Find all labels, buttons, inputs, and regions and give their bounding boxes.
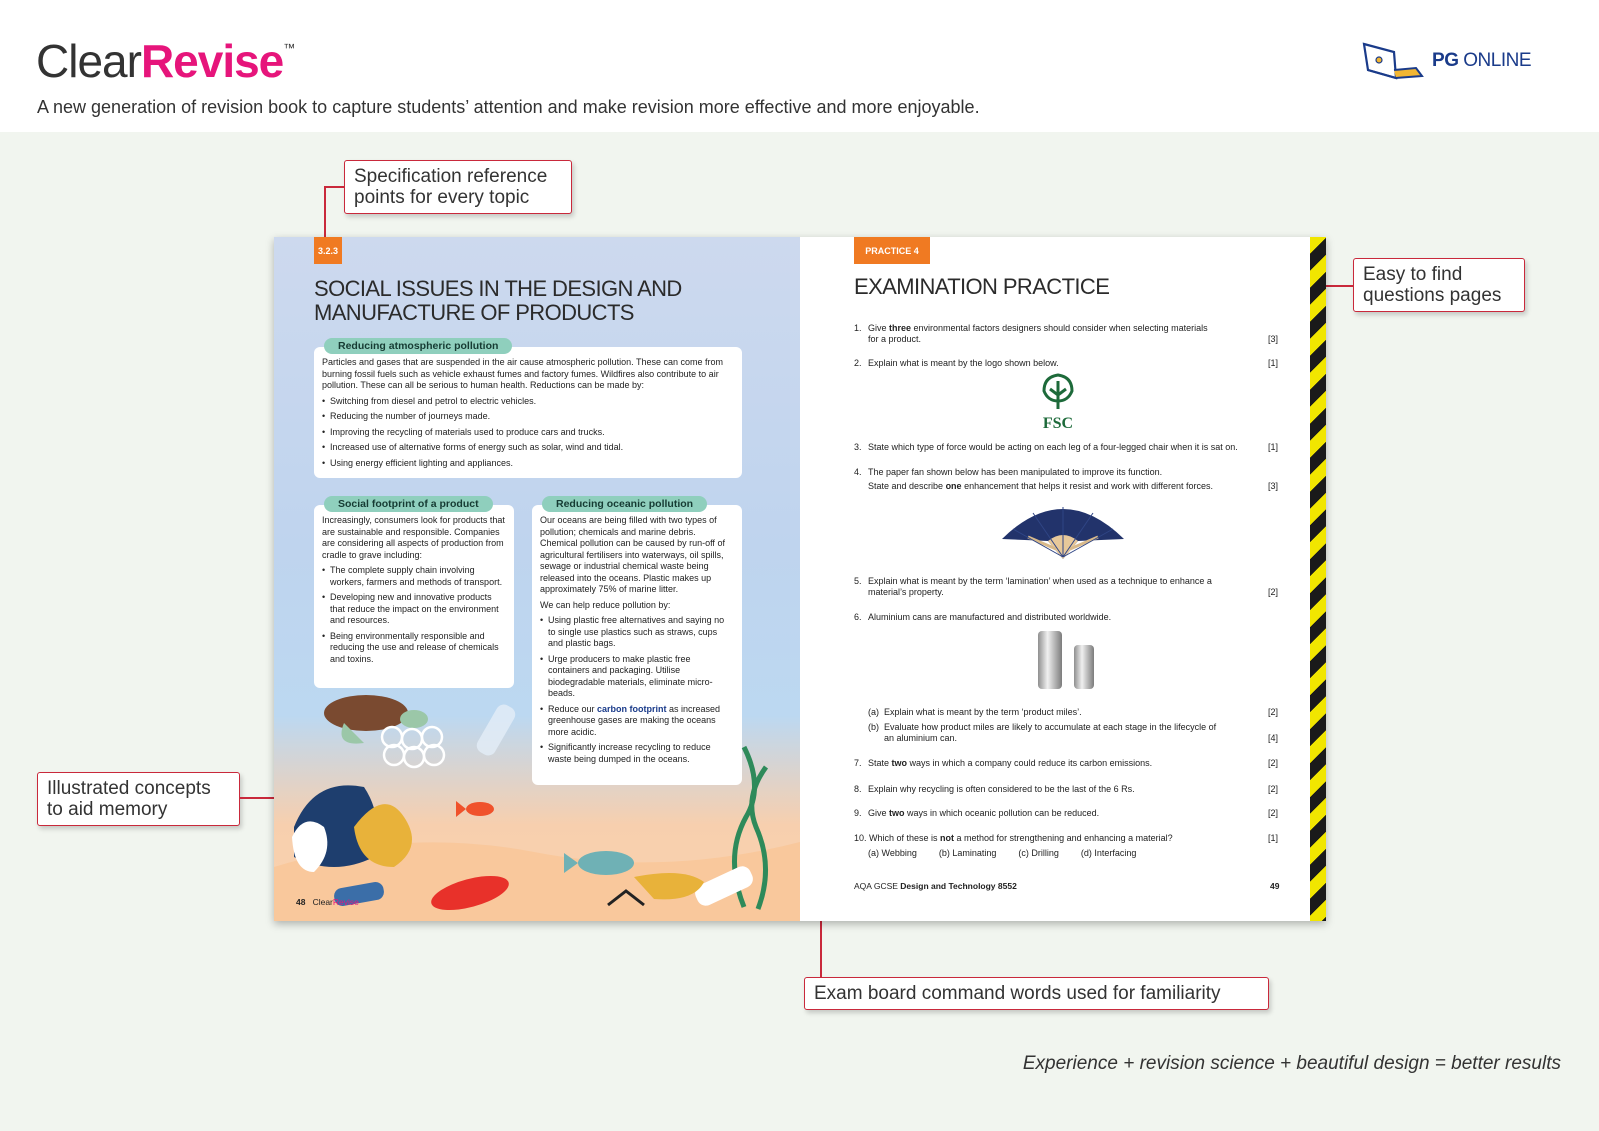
connector-line — [324, 186, 345, 188]
social-footprint-box: Increasingly, consumers look for products that are sustainable and responsible. Companies are considering all aspects of production from cradle to grave including: • The complete supply chain involving workers, farmers and methods of transport. • Developing new and innovative products that reduce the impact on the environment and resources. • Being environmentally responsible and reducing the use and release of chemicals and toxins. — [314, 505, 514, 688]
atmospheric-heading: Reducing atmospheric pollution — [324, 338, 512, 354]
right-page-footer: AQA GCSE Design and Technology 8552 — [854, 881, 1017, 891]
list-item: • Reduce our carbon footprint as increased greenhouse gases are making the oceans more acidic. — [540, 704, 734, 739]
aluminium-cans-image — [1036, 629, 1098, 691]
hazard-stripe-edge — [1310, 237, 1326, 921]
fish-icon — [456, 801, 494, 817]
tagline: A new generation of revision book to capture students’ attention and make revision more effective and more enjoyable. — [37, 97, 980, 117]
left-page-footer: 48 ClearRevise — [296, 897, 359, 907]
header — [0, 0, 1599, 132]
callout-exam-board: Exam board command words used for familiarity — [804, 977, 1269, 1010]
option-c: (c) Drilling — [1018, 848, 1059, 858]
list-item: • Developing new and innovative products that reduce the impact on the environment and resources. — [322, 592, 506, 627]
oceanic-pollution-box: Our oceans are being filled with two types of pollution; chemicals and marine debris. Chemical pollution can be caused by run-off of agricultural fertilisers into waterways, oil spills, sewage or industrial chemical waste being released into the oceans. Plastic makes up approximately 75% of marine litter. We can help reduce pollution by: • Using plastic free alternatives and saying no to single use plastics such as straws, cups and plastic bags. • Urge producers to make plastic free containers and packaging. Utilise biodegradable materials, eliminate micro-beads. • Reduce our carbon footprint as increased greenhouse gases are making the oceans more acidic. • Significantly increase recycling to reduce waste being dumped in the oceans. — [532, 505, 742, 785]
list-item: • Using energy efficient lighting and appliances. — [322, 458, 734, 470]
list-item: • Improving the recycling of materials used to produce cars and trucks. — [322, 427, 734, 439]
callout-spec-reference: Specification reference points for every topic — [344, 160, 572, 214]
list-item: • Significantly increase recycling to reduce waste being dumped in the oceans. — [540, 742, 734, 765]
question-1: 1. Give three environmental factors designers should consider when selecting materials for a product. [3] — [854, 323, 1278, 344]
ocean-pollution-illustration — [274, 677, 800, 921]
pg-online-logo — [1360, 40, 1531, 82]
option-b: (b) Laminating — [938, 848, 997, 858]
carbon-footprint-term: carbon footprint — [597, 703, 667, 714]
publisher-name: PG ONLINE — [1432, 50, 1531, 71]
callout-easy-to-find: Easy to find questions pages — [1353, 258, 1525, 312]
social-list — [322, 565, 506, 665]
question-10-options — [868, 848, 1136, 858]
list-item: • Switching from diesel and petrol to electric vehicles. — [322, 396, 734, 408]
left-page — [274, 237, 800, 921]
bottom-tagline: Experience + revision science + beautiful design = better results — [1022, 1053, 1561, 1074]
spec-reference-tag: 3.2.3 — [314, 237, 342, 264]
fsc-logo — [1030, 371, 1086, 431]
turtle-icon — [324, 695, 428, 744]
atmospheric-list — [322, 396, 734, 470]
page-title: SOCIAL ISSUES IN THE DESIGN AND MANUFACTURE OF PRODUCTS — [314, 276, 682, 325]
list-item: • The complete supply chain involving workers, farmers and methods of transport. — [322, 565, 506, 588]
oceanic-heading: Reducing oceanic pollution — [542, 496, 707, 512]
connector-line — [324, 186, 326, 242]
social-footprint-heading: Social footprint of a product — [324, 496, 493, 512]
right-page-number: 49 — [1270, 881, 1280, 891]
practice-tag: PRACTICE 4 — [854, 237, 930, 264]
clearrevise-logo: ClearRevise™ — [36, 35, 295, 87]
option-a: (a) Webbing — [868, 848, 917, 858]
atmospheric-pollution-box: Particles and gases that are suspended in the air cause atmospheric pollution. These can come from burning fossil fuels such as vehicle exhaust fumes and factory fumes. Wildfires also contribute to air pollution. These can all be serious to human health. Reductions can be made by: • Switching from diesel and petrol to electric vehicles. • Reducing the number of journeys made. • Improving the recycling of materials used to produce cars and trucks. • Increased use of alternative forms of energy such as solar, wind and tidal. • Using energy efficient lighting and appliances. — [314, 347, 742, 478]
right-page: PRACTICE 4 EXAMINATION PRACTICE 1. Give three environmental factors designers should consider when selecting materials for a product. [3] 2. Explain what is meant by the logo shown below. [1] FSC 3. State which type of force would be acting on each leg of a four-legged chair when it is sat on. [1] 4. The paper fan shown below has been manipulated to improve its function. State and describe one enhancement that helps it resist and work with different forces. [3] 5. Explain what is meant by the term ‘lamination’ when used as a technique to enhance a material’s property. [2] 6. Aluminium cans are manufactured and distributed worldwide. (a) Explain what is meant by the term ‘product miles’. [2] (b) Evaluate how product miles are likely to accumulate at each stage in the lifecycle of an aluminium can. [4] 7. State two ways in which a company could reduce its carbon emissions. [2] 8. Explain why recycling is often considered to be the last of the 6 Rs. [2] 9. Give two ways in which oceanic pollution can be reduced. [2] 10. Which of these is not a method for strengthening and enhancing a material? [1] (a) Webbing (b) Laminating (c) Drilling (d) Interfacing AQA GCSE Design and Technology 8552 49 — [800, 237, 1326, 921]
list-item: • Being environmentally responsible and reducing the use and release of chemicals and toxins. — [322, 631, 506, 666]
question-6b: (b) Evaluate how product miles are likely to accumulate at each stage in the lifecycle of an aluminium can. [4] — [868, 722, 1278, 743]
book-spread — [274, 237, 1326, 921]
bottle-icon — [474, 702, 518, 759]
callout-illustrated: Illustrated concepts to aid memory — [37, 772, 240, 826]
list-item: • Increased use of alternative forms of energy such as solar, wind and tidal. — [322, 442, 734, 454]
fsc-label: FSC — [1042, 415, 1074, 432]
list-item: • Using plastic free alternatives and saying no to single use plastics such as straws, cups and plastic bags. — [540, 615, 734, 650]
fsc-tree-icon — [1034, 371, 1082, 411]
exam-practice-title: EXAMINATION PRACTICE — [854, 274, 1110, 299]
list-item: • Urge producers to make plastic free containers and packaging. Utilise biodegradable materials, eliminate micro-beads. — [540, 654, 734, 700]
list-item: • Reducing the number of journeys made. — [322, 411, 734, 423]
option-d: (d) Interfacing — [1080, 848, 1137, 858]
plastic-rings-icon — [382, 727, 444, 767]
question-5: 5. Explain what is meant by the term ‘lamination’ when used as a technique to enhance a material’s property. [2] — [854, 576, 1278, 597]
paper-fan-image — [998, 499, 1128, 565]
laptop-icon — [1360, 40, 1426, 82]
